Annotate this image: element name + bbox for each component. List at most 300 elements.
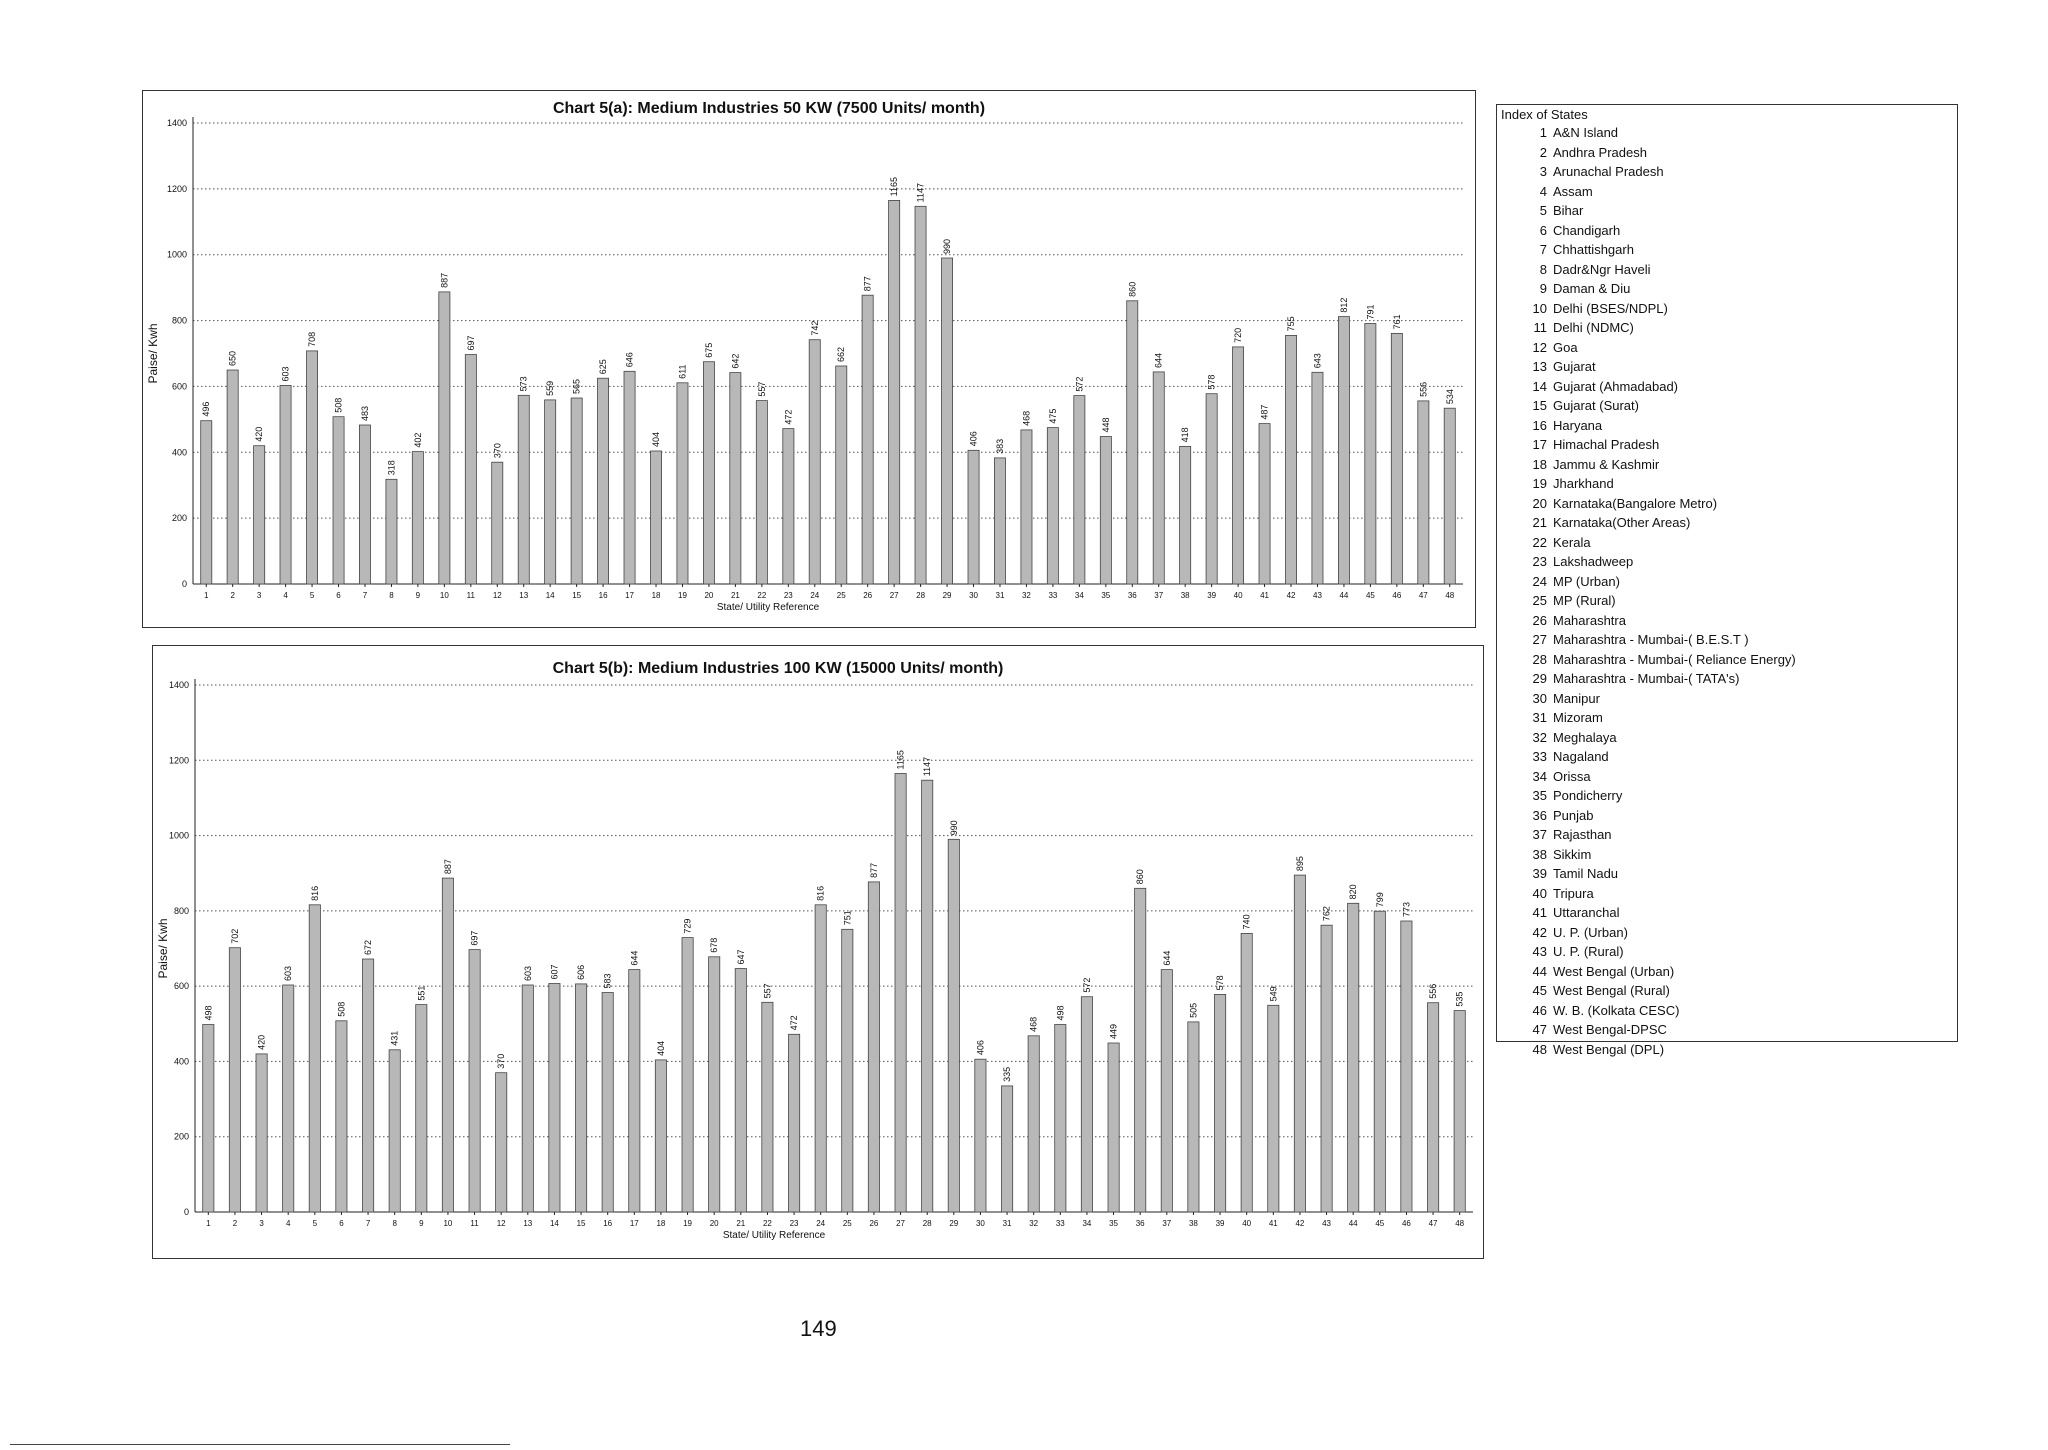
legend-item-name: Delhi (BSES/NDPL) (1553, 300, 1668, 316)
bar-value-label: 508 (336, 1001, 347, 1017)
x-tick-label: 33 (1055, 1219, 1065, 1228)
bar (280, 385, 291, 584)
legend-item-number: 28 (1532, 651, 1547, 667)
x-tick-label: 37 (1162, 1219, 1172, 1228)
legend-item-number: 27 (1532, 632, 1547, 647)
bar (915, 206, 926, 584)
page-number: 149 (800, 1316, 837, 1341)
legend-item (1529, 981, 1953, 1001)
chart-5b (152, 645, 1484, 1259)
y-tick-label: 1400 (168, 680, 189, 690)
legend-item-name: Uttaranchal (1553, 905, 1620, 920)
legend-item-name: Orissa (1553, 768, 1591, 784)
y-axis-label: Paise/ Kwh (146, 323, 160, 384)
bar (256, 1054, 267, 1212)
bar (1428, 1003, 1439, 1212)
bar (1180, 446, 1191, 584)
x-tick-label: 39 (1207, 591, 1217, 600)
bar (439, 292, 450, 584)
bar (1100, 437, 1111, 585)
legend-item-number: 3 (1539, 164, 1547, 179)
x-tick-label: 44 (1339, 591, 1349, 600)
legend-item-name: Haryana (1553, 417, 1603, 433)
x-tick-label: 22 (762, 1219, 772, 1228)
bar-value-label: 535 (1454, 991, 1465, 1007)
legend-item (1529, 260, 1953, 280)
x-tick-label: 2 (230, 591, 235, 600)
bar-value-label: 607 (549, 964, 560, 980)
legend-item (1529, 962, 1953, 982)
x-tick-label: 32 (1029, 1219, 1039, 1228)
x-tick-label: 7 (362, 591, 368, 600)
legend-item-name: Gujarat (1553, 359, 1596, 374)
bar (1055, 1025, 1066, 1213)
bar (465, 355, 476, 585)
bar (1161, 970, 1172, 1212)
bar-value-label: 370 (496, 1053, 507, 1069)
legend-item (1529, 377, 1953, 397)
legend-item-number: 10 (1532, 300, 1547, 316)
x-tick-label: 7 (365, 1219, 371, 1228)
bar (571, 398, 582, 584)
bar-value-label: 573 (518, 376, 529, 392)
bar (309, 905, 320, 1212)
chart-svg (153, 646, 1483, 1258)
bar (1127, 301, 1138, 584)
legend-item-name: Assam (1553, 183, 1593, 199)
bar (1286, 335, 1297, 584)
legend-item (1529, 552, 1953, 572)
bar-value-label: 643 (1312, 353, 1323, 369)
bar-value-label: 742 (809, 320, 820, 336)
bar-value-label: 448 (1100, 417, 1111, 433)
bar-value-label: 860 (1135, 869, 1146, 885)
bar (1401, 921, 1412, 1212)
legend-item-number: 5 (1539, 203, 1547, 218)
bar (783, 429, 794, 584)
y-tick-label: 1200 (166, 183, 187, 194)
legend-item-name: Nagaland (1553, 749, 1609, 764)
bar (1215, 994, 1226, 1212)
bar-value-label: 887 (442, 859, 453, 875)
bar (518, 395, 529, 584)
legend-item-number: 13 (1532, 359, 1547, 374)
bar-value-label: 662 (836, 346, 847, 363)
x-tick-label: 26 (869, 1219, 879, 1228)
x-tick-label: 43 (1313, 591, 1322, 600)
x-tick-label: 2 (232, 1219, 238, 1228)
bar (386, 479, 397, 584)
bar (1312, 372, 1323, 584)
x-tick-label: 26 (863, 591, 873, 600)
bar-value-label: 572 (1074, 376, 1085, 392)
legend-item (1529, 123, 1953, 143)
bar-value-label: 1147 (922, 756, 933, 777)
legend-item (1529, 864, 1953, 884)
bar (836, 366, 847, 584)
bar (549, 984, 560, 1213)
x-tick-label: 9 (419, 1219, 424, 1228)
legend-item-number: 15 (1532, 398, 1547, 413)
legend-item-number: 38 (1532, 846, 1547, 862)
bar-value-label: 603 (283, 965, 294, 982)
legend-item-number: 48 (1532, 1041, 1547, 1057)
bar-value-label: 1165 (895, 750, 906, 770)
bar-value-label: 404 (651, 431, 662, 447)
bar-value-label: 572 (1081, 977, 1092, 993)
bar-value-label: 887 (439, 272, 450, 288)
bar (975, 1059, 986, 1212)
bar (201, 421, 212, 584)
legend-item-number: 36 (1532, 807, 1547, 823)
bar-value-label: 762 (1321, 906, 1332, 922)
y-tick-label: 200 (171, 513, 187, 524)
y-tick-label: 200 (173, 1131, 189, 1142)
bar (576, 984, 587, 1212)
legend-item (1529, 630, 1953, 650)
bar-value-label: 990 (948, 820, 959, 836)
x-tick-label: 27 (896, 1219, 906, 1228)
legend-item (1529, 318, 1953, 338)
bar (469, 950, 480, 1212)
legend-item (1529, 572, 1953, 592)
x-tick-label: 6 (339, 1219, 344, 1228)
legend-item-number: 44 (1532, 963, 1547, 979)
legend-item-number: 24 (1532, 573, 1547, 589)
x-tick-label: 9 (415, 591, 421, 600)
y-axis-label: Paise/ Kwh (156, 918, 170, 979)
x-tick-label: 16 (603, 1219, 613, 1228)
x-tick-label: 47 (1428, 1219, 1438, 1228)
bar-value-label: 702 (229, 928, 240, 944)
legend-item-name: West Bengal (Urban) (1553, 963, 1675, 979)
x-tick-label: 48 (1455, 1219, 1465, 1228)
bar-value-label: 505 (1188, 1002, 1199, 1018)
bar-value-label: 498 (1055, 1005, 1066, 1021)
x-tick-label: 15 (572, 591, 582, 600)
bar (709, 957, 720, 1212)
bar (968, 450, 979, 584)
x-tick-label: 46 (1401, 1219, 1411, 1228)
bar (598, 378, 609, 584)
x-tick-label: 5 (312, 1219, 318, 1228)
legend-title: Index of States (1501, 107, 1588, 122)
x-tick-label: 14 (549, 1219, 559, 1228)
bar (1206, 394, 1217, 584)
x-tick-label: 34 (1074, 591, 1084, 600)
bar-value-label: 816 (815, 885, 826, 901)
bar-value-label: 603 (280, 366, 291, 382)
bar-value-label: 755 (1286, 316, 1297, 332)
x-tick-label: 19 (683, 1219, 693, 1228)
legend-item (1529, 669, 1953, 689)
state-index-legend (1496, 104, 1958, 1057)
legend-item-number: 43 (1532, 944, 1547, 959)
x-tick-label: 48 (1445, 591, 1455, 600)
legend-item-number: 4 (1539, 183, 1547, 199)
legend-item-name: MP (Rural) (1553, 593, 1616, 608)
legend-item-name: Karnataka(Other Areas) (1553, 515, 1691, 530)
bar (756, 401, 767, 584)
x-tick-label: 1 (206, 1219, 211, 1228)
x-tick-label: 17 (625, 591, 635, 600)
x-tick-label: 21 (730, 591, 740, 600)
legend-item (1529, 591, 1953, 611)
legend-item-number: 18 (1532, 456, 1547, 472)
legend-item-name: Daman & Diu (1553, 281, 1631, 296)
bar-value-label: 406 (975, 1040, 986, 1056)
bar-value-label: 565 (571, 378, 582, 394)
legend-item (1529, 182, 1953, 202)
legend-item-name: Bihar (1553, 203, 1584, 218)
x-tick-label: 24 (816, 1219, 826, 1228)
x-tick-label: 47 (1418, 591, 1428, 600)
legend-item (1529, 435, 1953, 455)
legend-item-name: Punjab (1553, 807, 1594, 823)
x-tick-label: 46 (1392, 591, 1402, 600)
legend-item-name: Maharashtra - Mumbai-( B.E.S.T ) (1553, 632, 1749, 647)
bar (1081, 997, 1092, 1212)
y-tick-label: 1000 (168, 830, 189, 841)
bar-value-label: 498 (203, 1005, 214, 1021)
bar (602, 993, 613, 1213)
legend-item (1529, 533, 1953, 553)
bar (1321, 925, 1332, 1212)
x-tick-label: 22 (757, 591, 767, 600)
bar-value-label: 720 (1233, 327, 1244, 343)
x-tick-label: 42 (1295, 1219, 1305, 1228)
legend-item-number: 2 (1539, 144, 1547, 160)
bar (1348, 903, 1359, 1212)
bar-value-label: 402 (412, 432, 423, 448)
x-tick-label: 34 (1082, 1219, 1092, 1228)
bar (762, 1002, 773, 1212)
bar-value-label: 644 (1161, 950, 1172, 966)
legend-item-name: Rajasthan (1553, 827, 1612, 842)
bar (1074, 396, 1085, 584)
bar (254, 446, 265, 584)
x-axis-label: State/ Utility Reference (722, 1230, 826, 1241)
legend-item-number: 41 (1532, 905, 1547, 920)
bar-value-label: 557 (762, 983, 773, 999)
bar-value-label: 496 (201, 401, 212, 417)
bar (496, 1073, 507, 1212)
bar-value-label: 468 (1021, 410, 1032, 426)
bar-value-label: 404 (655, 1040, 666, 1056)
bar-value-label: 650 (227, 350, 238, 366)
bar (389, 1050, 400, 1212)
x-axis-label: State/ Utility Reference (716, 602, 820, 613)
x-tick-label: 13 (519, 591, 529, 600)
legend-item (1529, 1020, 1953, 1040)
bar-value-label: 644 (629, 950, 640, 966)
bar (522, 985, 533, 1212)
bar-value-label: 487 (1259, 404, 1270, 420)
bar (336, 1021, 347, 1212)
bar (629, 970, 640, 1212)
legend-item-name: Mizoram (1553, 710, 1603, 725)
bar (624, 371, 635, 584)
bar-value-label: 583 (602, 973, 613, 989)
bar-value-label: 697 (469, 930, 480, 946)
x-tick-label: 8 (389, 591, 394, 600)
bar (1153, 372, 1164, 584)
legend-item-name: Jharkhand (1553, 476, 1614, 491)
bar-value-label: 551 (416, 985, 427, 1001)
legend-item-number: 20 (1532, 495, 1547, 511)
bar (922, 780, 933, 1212)
bar-value-label: 370 (492, 443, 503, 459)
bar-value-label: 860 (1127, 281, 1138, 297)
bar (895, 774, 906, 1213)
x-tick-label: 29 (949, 1219, 959, 1228)
x-tick-label: 27 (889, 591, 899, 600)
legend-item-name: Goa (1553, 339, 1578, 355)
x-tick-label: 16 (598, 591, 608, 600)
bar (1021, 430, 1032, 584)
legend-item-name: Chhattishgarh (1553, 242, 1634, 257)
x-tick-label: 18 (656, 1219, 666, 1228)
bar (994, 458, 1005, 584)
x-tick-label: 33 (1048, 591, 1058, 600)
legend-item-name: West Bengal (Rural) (1553, 983, 1670, 998)
x-tick-label: 40 (1242, 1219, 1252, 1228)
legend-item (1529, 923, 1953, 943)
legend-item-name: W. B. (Kolkata CESC) (1553, 1002, 1680, 1018)
bar (1259, 424, 1270, 584)
legend-item-number: 34 (1532, 768, 1547, 784)
legend-item-number: 47 (1532, 1022, 1547, 1037)
bar-value-label: 740 (1241, 914, 1252, 930)
legend-item-number: 32 (1532, 729, 1547, 745)
x-tick-label: 23 (783, 591, 793, 600)
bar (333, 417, 344, 584)
x-tick-label: 4 (285, 1219, 291, 1228)
bar (682, 938, 693, 1212)
legend-item-name: Gujarat (Surat) (1553, 398, 1639, 413)
legend-item (1529, 825, 1953, 845)
bar (1268, 1005, 1279, 1212)
legend-item (1529, 240, 1953, 260)
bar-value-label: 556 (1418, 381, 1429, 397)
bar (948, 839, 959, 1212)
legend-item-number: 7 (1539, 242, 1547, 257)
legend-item-number: 12 (1532, 339, 1547, 355)
bar (1418, 401, 1429, 584)
y-tick-label: 400 (171, 447, 187, 458)
legend-item-number: 17 (1532, 437, 1547, 452)
x-tick-label: 20 (709, 1219, 719, 1228)
legend-item-number: 37 (1532, 827, 1547, 842)
x-tick-label: 18 (651, 591, 661, 600)
x-tick-label: 3 (259, 1219, 264, 1228)
x-tick-label: 28 (922, 1219, 932, 1228)
x-tick-label: 11 (470, 1219, 479, 1228)
y-tick-label: 0 (181, 579, 187, 589)
legend-item (1529, 728, 1953, 748)
legend-item-name: Lakshadweep (1553, 554, 1634, 569)
legend-item (1529, 786, 1953, 806)
x-tick-label: 40 (1233, 591, 1243, 600)
legend-item (1529, 279, 1953, 299)
bar-value-label: 791 (1365, 304, 1376, 320)
bar-value-label: 816 (309, 885, 320, 901)
legend-item (1529, 689, 1953, 709)
bar (229, 948, 240, 1212)
x-tick-label: 19 (678, 591, 687, 600)
y-tick-label: 800 (171, 315, 187, 326)
bar (730, 373, 741, 584)
bar (1135, 888, 1146, 1212)
bar-value-label: 611 (677, 364, 688, 379)
y-tick-label: 1200 (168, 755, 189, 766)
x-tick-label: 15 (576, 1219, 586, 1228)
x-tick-label: 36 (1127, 591, 1137, 600)
legend-item-number: 40 (1532, 885, 1547, 901)
bar-value-label: 534 (1444, 389, 1455, 405)
bar (359, 425, 370, 584)
bar (1047, 428, 1058, 584)
bar (1294, 875, 1305, 1212)
legend-item (1529, 767, 1953, 787)
bar (442, 878, 453, 1212)
legend-item-name: A&N Island (1553, 125, 1619, 140)
x-tick-label: 32 (1021, 591, 1031, 600)
bar (889, 200, 900, 584)
x-tick-label: 21 (736, 1219, 746, 1228)
footer-divider (10, 1444, 510, 1445)
bar-value-label: 318 (386, 460, 397, 476)
legend-item-number: 25 (1532, 593, 1547, 608)
x-tick-label: 3 (256, 591, 262, 600)
legend-item-name: Himachal Pradesh (1553, 437, 1660, 452)
x-tick-label: 36 (1135, 1219, 1145, 1228)
chart-5a (142, 90, 1476, 628)
bar (735, 969, 746, 1213)
x-tick-label: 25 (836, 591, 846, 600)
legend-item-name: Arunachal Pradesh (1553, 164, 1664, 179)
bar-value-label: 420 (256, 1034, 267, 1050)
legend-item-name: Sikkim (1553, 846, 1592, 862)
bar-value-label: 642 (730, 353, 741, 369)
bar (942, 258, 953, 584)
bar (1374, 911, 1385, 1212)
bar (677, 383, 688, 584)
legend-item-name: Karnataka(Bangalore Metro) (1553, 495, 1718, 511)
legend-item-number: 42 (1532, 924, 1547, 940)
legend-item-name: Andhra Pradesh (1553, 144, 1647, 160)
legend-item-name: Maharashtra - Mumbai-( TATA's) (1553, 671, 1740, 686)
bar (227, 370, 238, 584)
legend-item-name: Chandigarh (1553, 222, 1621, 238)
bar-value-label: 647 (735, 949, 746, 965)
bar-value-label: 418 (1180, 427, 1191, 443)
bar (545, 400, 556, 584)
x-tick-label: 1 (204, 591, 209, 600)
legend-item-number: 31 (1532, 710, 1547, 725)
x-tick-label: 30 (975, 1219, 985, 1228)
legend-item (1529, 357, 1953, 377)
bar-value-label: 812 (1338, 297, 1349, 313)
bar-value-label: 383 (994, 438, 1005, 454)
x-tick-label: 10 (443, 1219, 453, 1228)
bar-value-label: 578 (1215, 975, 1226, 991)
bar-value-label: 549 (1268, 986, 1279, 1002)
legend-item-number: 23 (1532, 554, 1547, 569)
bar-value-label: 449 (1108, 1023, 1119, 1039)
x-tick-label: 4 (283, 591, 288, 600)
bar-value-label: 799 (1374, 892, 1385, 908)
